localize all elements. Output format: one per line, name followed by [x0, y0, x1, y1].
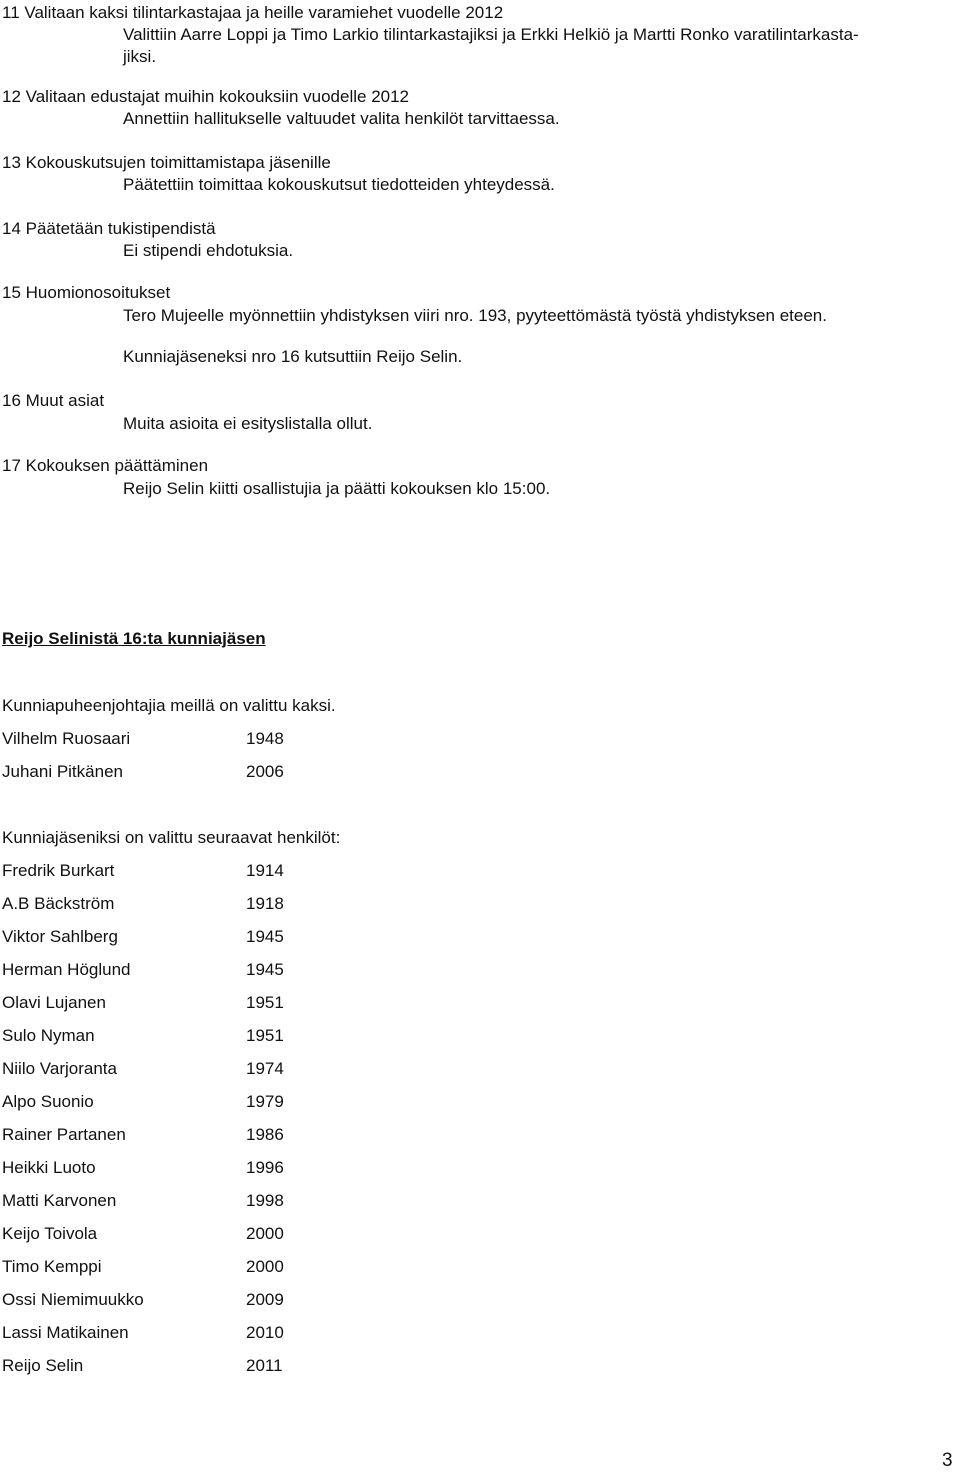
list-item-name: Reijo Selin: [2, 1356, 84, 1375]
list-item-year: 2009: [246, 1290, 284, 1309]
section-12-text: Annettiin hallitukselle valtuudet valita henkilöt tarvittaessa.: [123, 109, 560, 128]
list-item-year: 1951: [246, 993, 284, 1012]
list-item-name: Herman Höglund: [2, 960, 131, 979]
list-item-name: Juhani Pitkänen: [2, 762, 123, 781]
section-16-text: Muita asioita ei esityslistalla ollut.: [123, 414, 373, 433]
list-item-name: Matti Karvonen: [2, 1191, 117, 1210]
list-item-name: Niilo Varjoranta: [2, 1059, 117, 1078]
section-15-text: Tero Mujeelle myönnettiin yhdistyksen viiri nro. 193, pyyteettömästä työstä yhdistyksen eteen.: [123, 306, 827, 325]
list-item-year: 2010: [246, 1323, 284, 1342]
list-item-name: Viktor Sahlberg: [2, 927, 118, 946]
list-item-year: 1979: [246, 1092, 284, 1111]
section-15-text-2: Kunniajäseneksi nro 16 kutsuttiin Reijo Selin.: [123, 347, 463, 366]
list-item-name: Lassi Matikainen: [2, 1323, 129, 1342]
section-15-heading: 15 Huomionosoitukset: [2, 283, 171, 302]
section-13-text: Päätettiin toimittaa kokouskutsut tiedotteiden yhteydessä.: [123, 175, 555, 194]
list-item-year: 1986: [246, 1125, 284, 1144]
list-item-year: 1914: [246, 861, 284, 880]
list-item-year: 2006: [246, 762, 284, 781]
list-item-name: Fredrik Burkart: [2, 861, 115, 880]
honor-title: Reijo Selinistä 16:ta kunniajäsen: [2, 629, 266, 648]
list-item-year: 1996: [246, 1158, 284, 1177]
list-item-year: 2011: [246, 1356, 283, 1375]
section-14-heading: 14 Päätetään tukistipendistä: [2, 219, 216, 238]
section-17-heading: 17 Kokouksen päättäminen: [2, 456, 209, 475]
list-item-name: Heikki Luoto: [2, 1158, 96, 1177]
list-item-name: Ossi Niemimuukko: [2, 1290, 144, 1309]
list-item-name: Olavi Lujanen: [2, 993, 106, 1012]
honorary-chairs-intro: Kunniapuheenjohtajia meillä on valittu kaksi.: [2, 696, 336, 715]
section-16-heading: 16 Muut asiat: [2, 391, 105, 410]
list-item-year: 1948: [246, 729, 284, 748]
section-13-heading: 13 Kokouskutsujen toimittamistapa jäsenille: [2, 153, 331, 172]
list-item-name: Timo Kemppi: [2, 1257, 102, 1276]
section-11-text: Valittiin Aarre Loppi ja Timo Larkio tilintarkastajiksi ja Erkki Helkiö ja Martti Ronko varatilintarkasta-: [123, 25, 859, 44]
section-14-text: Ei stipendi ehdotuksia.: [123, 241, 294, 260]
page-number: 3: [942, 1450, 953, 1471]
list-item-year: 1945: [246, 960, 284, 979]
list-item-name: Rainer Partanen: [2, 1125, 126, 1144]
list-item-year: 1998: [246, 1191, 284, 1210]
list-item-name: Alpo Suonio: [2, 1092, 94, 1111]
list-item-name: A.B Bäckström: [2, 894, 115, 913]
list-item-name: Sulo Nyman: [2, 1026, 95, 1045]
list-item-year: 2000: [246, 1224, 284, 1243]
list-item-year: 2000: [246, 1257, 284, 1276]
list-item-year: 1918: [246, 894, 284, 913]
honorary-members-intro: Kunniajäseniksi on valittu seuraavat henkilöt:: [2, 828, 341, 847]
section-11-heading: 11 Valitaan kaksi tilintarkastajaa ja heille varamiehet vuodelle 2012: [2, 3, 504, 22]
list-item-year: 1945: [246, 927, 284, 946]
section-12-heading: 12 Valitaan edustajat muihin kokouksiin vuodelle 2012: [2, 87, 410, 106]
section-11-text-cont: jiksi.: [123, 47, 157, 66]
list-item-year: 1974: [246, 1059, 284, 1078]
list-item-name: Keijo Toivola: [2, 1224, 98, 1243]
list-item-name: Vilhelm Ruosaari: [2, 729, 131, 748]
section-17-text: Reijo Selin kiitti osallistujia ja päätti kokouksen klo 15:00.: [123, 479, 551, 498]
list-item-year: 1951: [246, 1026, 284, 1045]
